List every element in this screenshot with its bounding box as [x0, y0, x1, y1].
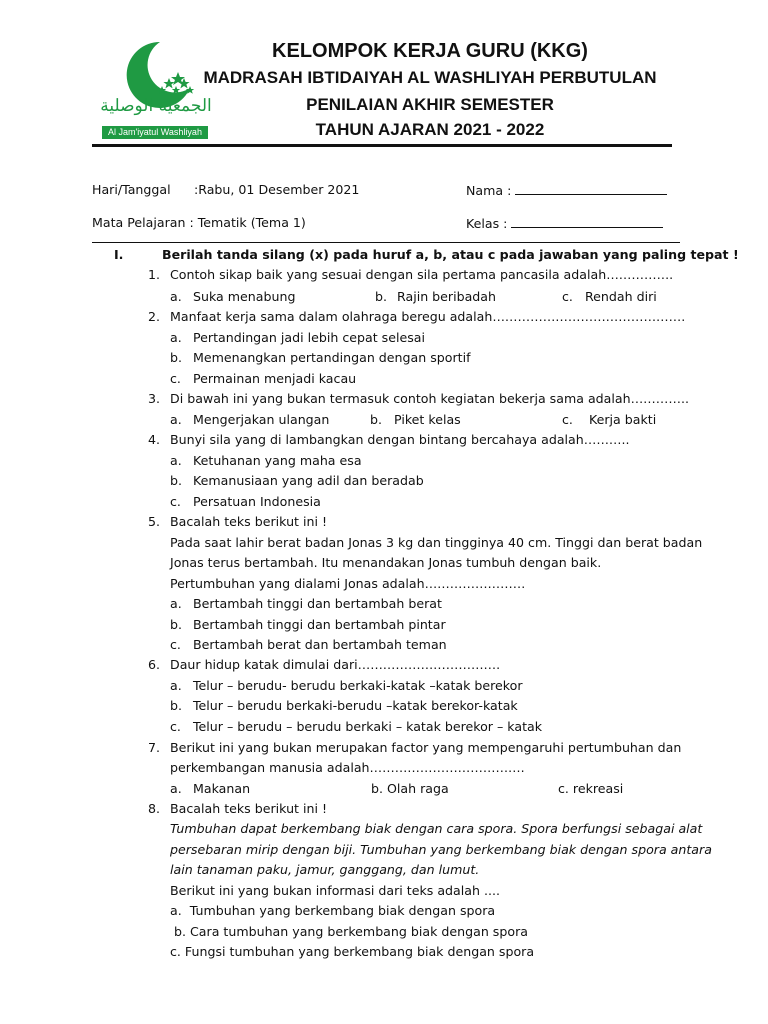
option-letter: c.	[170, 637, 181, 652]
question-number: 7.	[148, 740, 161, 755]
question-text: Manfaat kerja sama dalam olahraga beregu adalah……………………………………….	[170, 309, 686, 324]
header-divider	[92, 144, 672, 147]
option-b[interactable]: b. Cara tumbuhan yang berkembang biak dengan spora	[170, 924, 528, 939]
option-letter: c.	[562, 412, 573, 427]
question-text: Berikut ini yang bukan merupakan factor yang mempengaruhi pertumbuhan dan	[170, 740, 682, 755]
question-text-cont: perkembangan manusia adalah……………………………….	[170, 760, 525, 775]
class-blank[interactable]	[511, 215, 663, 228]
question-text: Di bawah ini yang bukan termasuk contoh kegiatan bekerja sama adalah…………..	[170, 391, 689, 406]
option-b[interactable]: b. Olah raga	[371, 781, 449, 796]
info-divider	[92, 242, 680, 243]
name-label: Nama :	[466, 183, 512, 198]
section-instruction: Berilah tanda silang (x) pada huruf a, b, atau c pada jawaban yang paling tepat !	[162, 247, 739, 262]
option-a[interactable]: Ketuhanan yang maha esa	[193, 453, 362, 468]
option-c[interactable]: c. Fungsi tumbuhan yang berkembang biak dengan spora	[170, 944, 535, 959]
option-c[interactable]: Bertambah berat dan bertambah teman	[193, 637, 447, 652]
reading-passage: Pada saat lahir berat badan Jonas 3 kg dan tingginya 40 cm. Tinggi dan berat badan	[170, 535, 703, 550]
option-c[interactable]: Permainan menjadi kacau	[193, 371, 357, 386]
option-letter: a.	[170, 781, 182, 796]
option-b[interactable]: Telur – berudu berkaki-berudu –katak berekor-katak	[193, 698, 518, 713]
header-title-1: KELOMPOK KERJA GURU (KKG)	[272, 40, 588, 62]
question-text: Contoh sikap baik yang sesuai dengan sila pertama pancasila adalah…………….	[170, 267, 674, 282]
question-number: 1.	[148, 267, 161, 282]
question-number: 8.	[148, 801, 161, 816]
option-letter: a.	[170, 678, 182, 693]
option-b[interactable]: Memenangkan pertandingan dengan sportif	[193, 350, 471, 365]
day-label: Hari/Tanggal	[92, 182, 171, 197]
option-letter: b.	[370, 412, 382, 427]
day-value: :Rabu, 01 Desember 2021	[194, 182, 360, 197]
question-number: 2.	[148, 309, 161, 324]
option-c[interactable]: Rendah diri	[585, 289, 657, 304]
option-letter: c.	[562, 289, 573, 304]
option-a[interactable]: Telur – berudu- berudu berkaki-katak –katak berekor	[193, 678, 523, 693]
option-letter: c.	[170, 719, 181, 734]
reading-passage: persebaran mirip dengan biji. Tumbuhan yang berkembang biak dengan spora antara	[170, 842, 712, 857]
reading-passage: Jonas terus bertambah. Itu menandakan Jonas tumbuh dengan baik.	[170, 555, 602, 570]
question-prompt: Berikut ini yang bukan informasi dari teks adalah ....	[170, 883, 500, 898]
option-letter: b.	[375, 289, 387, 304]
option-c[interactable]: c. rekreasi	[558, 781, 624, 796]
question-text: Bunyi sila yang di lambangkan dengan bintang bercahaya adalah………..	[170, 432, 630, 447]
reading-passage: Tumbuhan dapat berkembang biak dengan cara spora. Spora berfungsi sebagai alat	[170, 821, 703, 836]
option-letter: b.	[170, 617, 182, 632]
option-letter: a.	[170, 330, 182, 345]
option-a[interactable]: Suka menabung	[193, 289, 296, 304]
question-text: Daur hidup katak dimulai dari…………………………….	[170, 657, 501, 672]
option-letter: b.	[170, 698, 182, 713]
subject-label: Mata Pelajaran : Tematik (Tema 1)	[92, 215, 306, 230]
question-number: 3.	[148, 391, 161, 406]
section-number: I.	[114, 247, 124, 262]
question-number: 4.	[148, 432, 161, 447]
question-text: Bacalah teks berikut ini !	[170, 801, 328, 816]
option-c[interactable]: Kerja bakti	[589, 412, 657, 427]
option-letter: a.	[170, 412, 182, 427]
option-b[interactable]: Kemanusiaan yang adil dan beradab	[193, 473, 424, 488]
option-b[interactable]: Bertambah tinggi dan bertambah pintar	[193, 617, 446, 632]
option-c[interactable]: Telur – berudu – berudu berkaki – katak berekor – katak	[193, 719, 543, 734]
option-letter: a.	[170, 453, 182, 468]
question-number: 5.	[148, 514, 161, 529]
question-number: 6.	[148, 657, 161, 672]
header-title-2: MADRASAH IBTIDAIYAH AL WASHLIYAH PERBUTULAN	[203, 68, 657, 87]
option-a[interactable]: Pertandingan jadi lebih cepat selesai	[193, 330, 425, 345]
name-field[interactable]	[466, 182, 667, 198]
option-b[interactable]: Rajin beribadah	[397, 289, 496, 304]
option-letter: c.	[170, 494, 181, 509]
logo-arabic-text: الجمعية الوصلية	[100, 96, 212, 116]
option-letter: a.	[170, 289, 182, 304]
name-blank[interactable]	[515, 182, 667, 195]
question-prompt: Pertumbuhan yang dialami Jonas adalah……………………	[170, 576, 526, 591]
logo-caption: Al Jam'iyatul Washliyah	[102, 126, 208, 139]
question-text: Bacalah teks berikut ini !	[170, 514, 328, 529]
option-letter: b.	[170, 473, 182, 488]
option-letter: c.	[170, 371, 181, 386]
reading-passage: lain tanaman paku, jamur, ganggang, dan lumut.	[170, 862, 480, 877]
class-label: Kelas :	[466, 216, 508, 231]
option-a[interactable]: Makanan	[193, 781, 251, 796]
header-title-4: TAHUN AJARAN 2021 - 2022	[315, 120, 545, 139]
option-a[interactable]: Mengerjakan ulangan	[193, 412, 330, 427]
header-title-3: PENILAIAN AKHIR SEMESTER	[306, 95, 554, 114]
option-letter: b.	[170, 350, 182, 365]
option-b[interactable]: Piket kelas	[394, 412, 461, 427]
option-letter: a.	[170, 596, 182, 611]
option-a[interactable]: a. Tumbuhan yang berkembang biak dengan spora	[170, 903, 496, 918]
option-c[interactable]: Persatuan Indonesia	[193, 494, 321, 509]
option-a[interactable]: Bertambah tinggi dan bertambah berat	[193, 596, 442, 611]
class-field[interactable]	[466, 215, 663, 231]
